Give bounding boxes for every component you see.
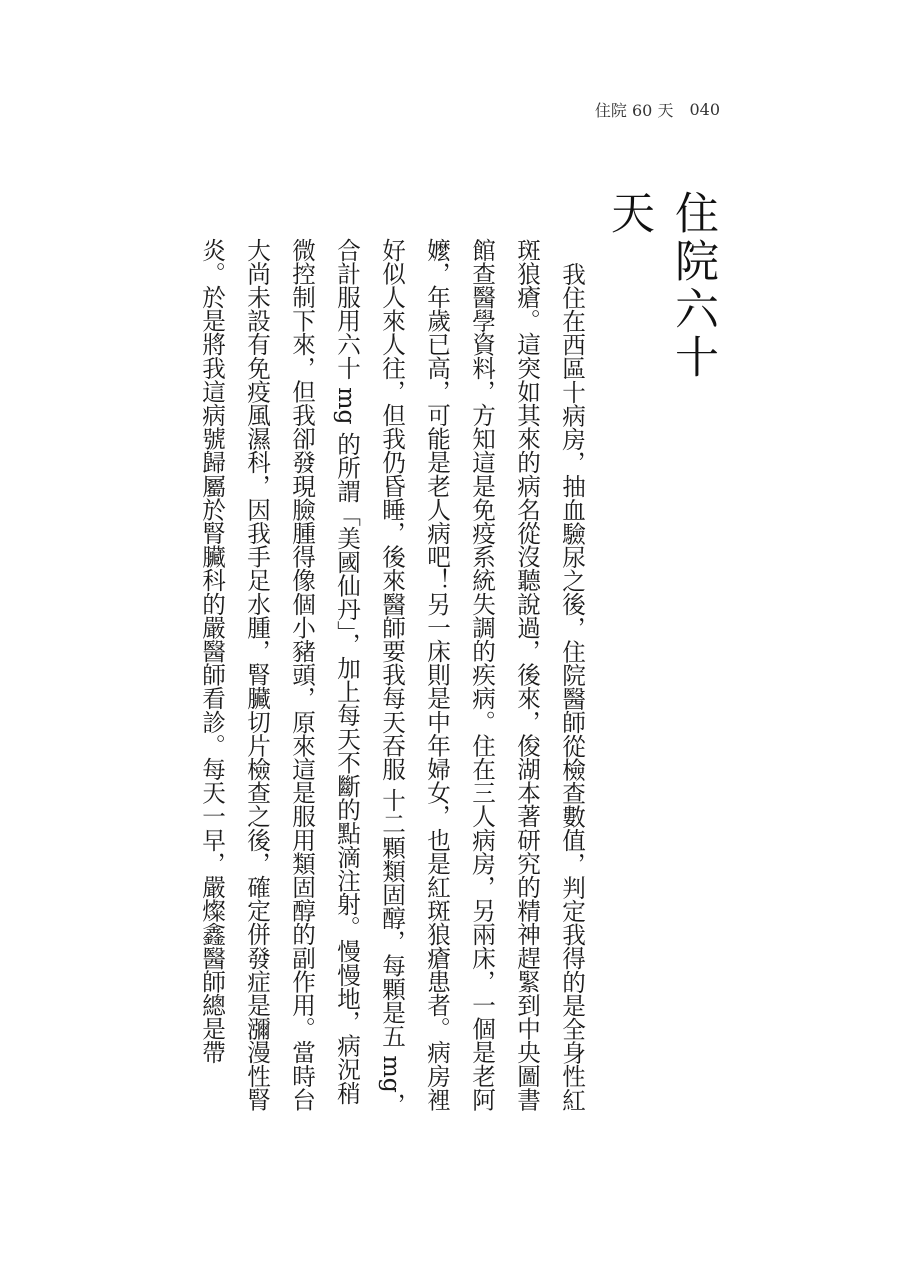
running-header xyxy=(560,96,720,122)
page-number: 040 xyxy=(689,99,720,119)
body-paragraph: 我住在西區十病房，抽血驗尿之後，住院醫師從檢查數值，判定我得的是全身性紅斑狼瘡。這突如其來的病名從沒聽說過，後來，俊湖本著研究的精神趕緊到中央圖書館查醫學資料，方知這是免疫系統失調的疾病。住在三人病房，另兩床，一個是老阿嬤，年歲已高，可能是老人病吧！另一床則是中年婦女，也是紅斑狼瘡患者。病房裡好似人來人往，但我仍昏睡，後來醫師要我每天吞服 十二顆類固醇，每顆是五 mg，合計服用六十 mg 的所謂「美國仙丹」，加上每天不斷的點滴注射。慢慢地，病況稍微控制下來，但我卻發現臉腫得像個小豬頭，原來這是服用類固醇的副作用。當時台大尚未設有免疫風濕科，因我手足水腫，腎臟切片檢查之後，確定併發症是瀰漫性腎炎。於是將我這病號歸屬於腎臟科的嚴醫師看診。每天一早，嚴燦鑫醫師總是帶 xyxy=(198,238,586,1117)
running-title: 住院 60 天 xyxy=(594,100,674,120)
chapter-title: 住院六十天 xyxy=(603,190,718,382)
